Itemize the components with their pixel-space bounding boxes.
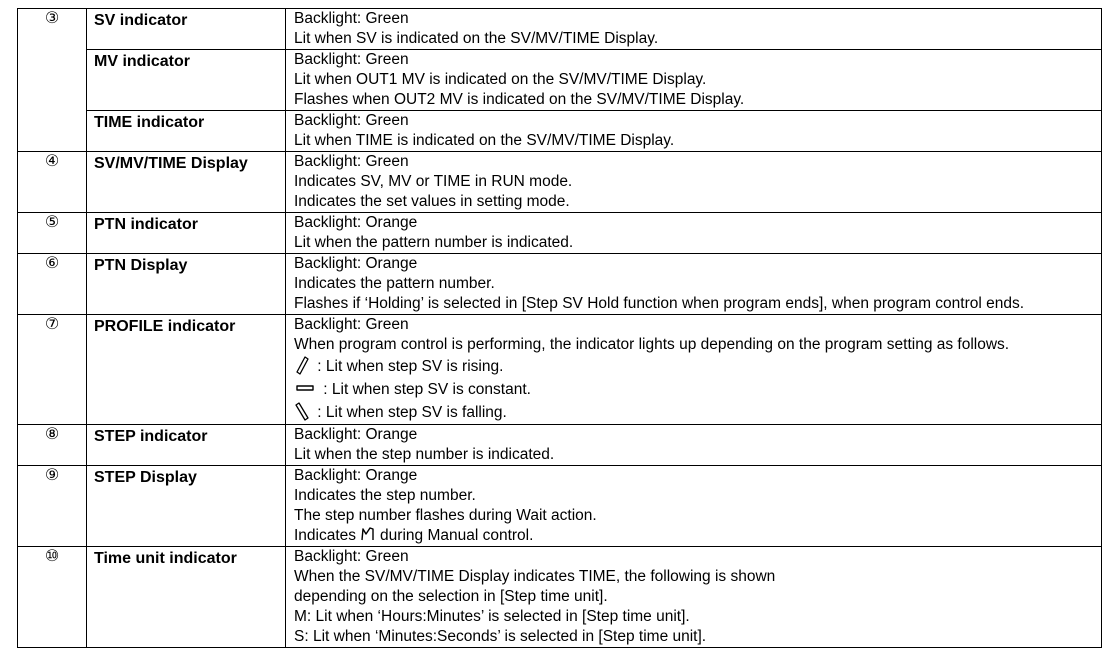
- description-line: Indicates the pattern number.: [294, 275, 495, 292]
- description-line: When program control is performing, the indicator lights up depending on the program setting as follows.: [294, 336, 1010, 353]
- item-name: PTN indicator: [87, 213, 286, 254]
- description-line: S: Lit when ‘Minutes:Seconds’ is selected in [Step time unit].: [294, 628, 707, 645]
- item-description: [286, 213, 1102, 254]
- description-line: : Lit when step SV is falling.: [313, 404, 507, 421]
- table-row: [18, 152, 1102, 213]
- item-number: ⑧: [18, 425, 87, 466]
- description-line: Backlight: Orange: [294, 255, 418, 272]
- description-line: Backlight: Green: [294, 316, 409, 333]
- item-name: Time unit indicator: [87, 547, 286, 648]
- description-line: M: Lit when ‘Hours:Minutes’ is selected in [Step time unit].: [294, 608, 690, 625]
- manual-segment-icon: [360, 526, 376, 542]
- table-row: [18, 466, 1102, 547]
- item-name: SV/MV/TIME Display: [87, 152, 286, 213]
- item-name: STEP Display: [87, 466, 286, 547]
- profile-constant-line: [294, 378, 1101, 401]
- description-line: Backlight: Orange: [294, 214, 418, 231]
- description-line: Backlight: Green: [294, 51, 409, 68]
- item-name: PROFILE indicator: [87, 315, 286, 425]
- description-line: Indicates the step number.: [294, 487, 476, 504]
- table-row: [18, 547, 1102, 648]
- description-line: Backlight: Green: [294, 10, 409, 27]
- table-row: [18, 254, 1102, 315]
- item-description: [286, 466, 1102, 547]
- profile-falling-line: [294, 401, 1101, 424]
- table-row: [18, 315, 1102, 425]
- description-line: Backlight: Orange: [294, 426, 418, 443]
- description-line: Lit when TIME is indicated on the SV/MV/TIME Display.: [294, 132, 675, 149]
- item-description: [286, 9, 1102, 50]
- item-description: [286, 425, 1102, 466]
- falling-profile-icon: [294, 401, 310, 421]
- description-line: Indicates SV, MV or TIME in RUN mode.: [294, 173, 573, 190]
- rising-profile-icon: [294, 355, 310, 375]
- item-number: ⑩: [18, 547, 87, 648]
- description-line: Flashes when OUT2 MV is indicated on the SV/MV/TIME Display.: [294, 91, 745, 108]
- item-name: STEP indicator: [87, 425, 286, 466]
- table-row: [18, 50, 1102, 111]
- table-row: [18, 111, 1102, 152]
- item-number: ④: [18, 152, 87, 213]
- item-description: [286, 315, 1102, 425]
- item-name: PTN Display: [87, 254, 286, 315]
- indicator-spec-table: [17, 8, 1102, 648]
- description-line: Lit when OUT1 MV is indicated on the SV/MV/TIME Display.: [294, 71, 707, 88]
- item-number: ⑥: [18, 254, 87, 315]
- item-number: ⑤: [18, 213, 87, 254]
- description-line: Backlight: Green: [294, 153, 409, 170]
- item-description: [286, 111, 1102, 152]
- description-line: Lit when the step number is indicated.: [294, 446, 555, 463]
- description-line: Indicates the set values in setting mode.: [294, 193, 570, 210]
- item-description: [286, 50, 1102, 111]
- constant-profile-icon: [294, 378, 316, 398]
- item-description: [286, 254, 1102, 315]
- description-line: depending on the selection in [Step time unit].: [294, 588, 608, 605]
- item-name: MV indicator: [87, 50, 286, 111]
- item-name: SV indicator: [87, 9, 286, 50]
- item-name: TIME indicator: [87, 111, 286, 152]
- description-line: When the SV/MV/TIME Display indicates TIME, the following is shown: [294, 568, 776, 585]
- description-line: Backlight: Green: [294, 548, 409, 565]
- table-row: [18, 213, 1102, 254]
- description-line: Backlight: Green: [294, 112, 409, 129]
- table-row: [18, 425, 1102, 466]
- description-line: Lit when SV is indicated on the SV/MV/TIME Display.: [294, 30, 659, 47]
- description-line: Lit when the pattern number is indicated.: [294, 234, 574, 251]
- table-row: [18, 9, 1102, 50]
- manual-control-line: [294, 526, 1101, 546]
- description-line: during Manual control.: [380, 527, 534, 544]
- description-line: Indicates: [294, 527, 357, 544]
- item-description: [286, 152, 1102, 213]
- item-number: ③: [18, 9, 87, 152]
- profile-rising-line: [294, 355, 1101, 378]
- description-line: The step number flashes during Wait action.: [294, 507, 597, 524]
- description-line: Backlight: Orange: [294, 467, 418, 484]
- item-description: [286, 547, 1102, 648]
- description-line: : Lit when step SV is rising.: [313, 358, 504, 375]
- item-number: ⑦: [18, 315, 87, 425]
- item-number: ⑨: [18, 466, 87, 547]
- description-line: : Lit when step SV is constant.: [319, 381, 531, 398]
- description-line: Flashes if ‘Holding’ is selected in [Step SV Hold function when program ends], when program control ends.: [294, 295, 1025, 312]
